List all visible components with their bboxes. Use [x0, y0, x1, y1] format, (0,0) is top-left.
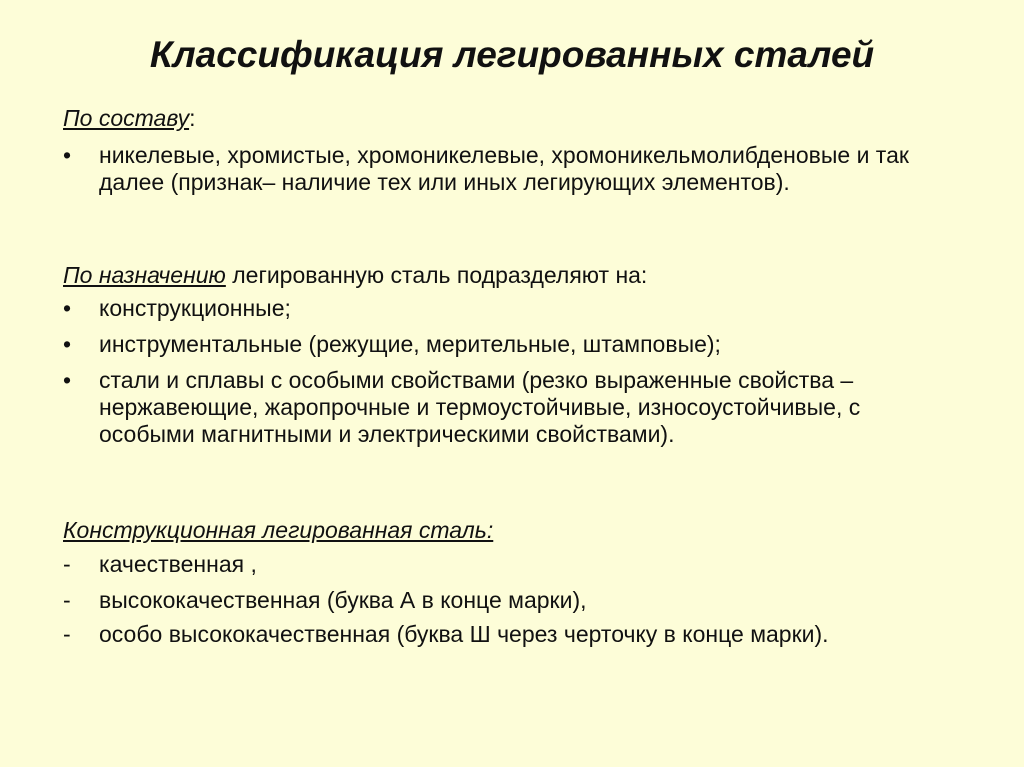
section-heading-rest: : [189, 105, 196, 131]
list-item-text: стали и сплавы с особыми свойствами (резко выраженные свойства –нержавеющие, жаропрочные и термоустойчивые, износоустойчивые, с особыми магнитными и электрическими свойствами). [99, 367, 861, 447]
list-item-text: особо высококачественная (буква Ш через черточку в конце марки). [99, 621, 829, 647]
section-heading-composition [63, 105, 195, 132]
list-item-text: инструментальные (режущие, мерительные, штамповые); [99, 331, 721, 357]
bullet-marker: • [63, 367, 72, 393]
list-item [63, 295, 967, 322]
section-heading-structural [63, 517, 493, 544]
list-item [63, 587, 967, 614]
section-heading-underlined: Конструкционная легированная сталь: [63, 517, 494, 543]
bullet-marker: • [63, 142, 72, 168]
dash-marker: - [63, 551, 71, 577]
bullet-marker: • [63, 295, 72, 321]
list-item [63, 331, 967, 358]
list-item [63, 551, 967, 578]
section-heading-underlined: По составу [63, 105, 190, 131]
dash-marker: - [63, 587, 71, 613]
bullet-marker: • [63, 331, 72, 357]
list-item-text: высококачественная (буква А в конце марки), [99, 587, 587, 613]
list-item [63, 367, 933, 448]
section-heading-underlined: По назначению [63, 262, 226, 288]
list-item [63, 142, 943, 196]
list-item-text: качественная , [99, 551, 257, 577]
list-item-text: никелевые, хромистые, хромоникелевые, хромоникельмолибденовые и так далее (признак– наличие тех или иных легирующих элементов). [99, 142, 909, 195]
dash-marker: - [63, 621, 71, 647]
list-item-text: конструкционные; [99, 295, 291, 321]
list-item [63, 621, 967, 648]
slide-title: Классификация легированных сталей [149, 34, 875, 75]
section-heading-purpose [63, 262, 647, 289]
section-heading-rest: легированную сталь подразделяют на: [225, 262, 648, 288]
